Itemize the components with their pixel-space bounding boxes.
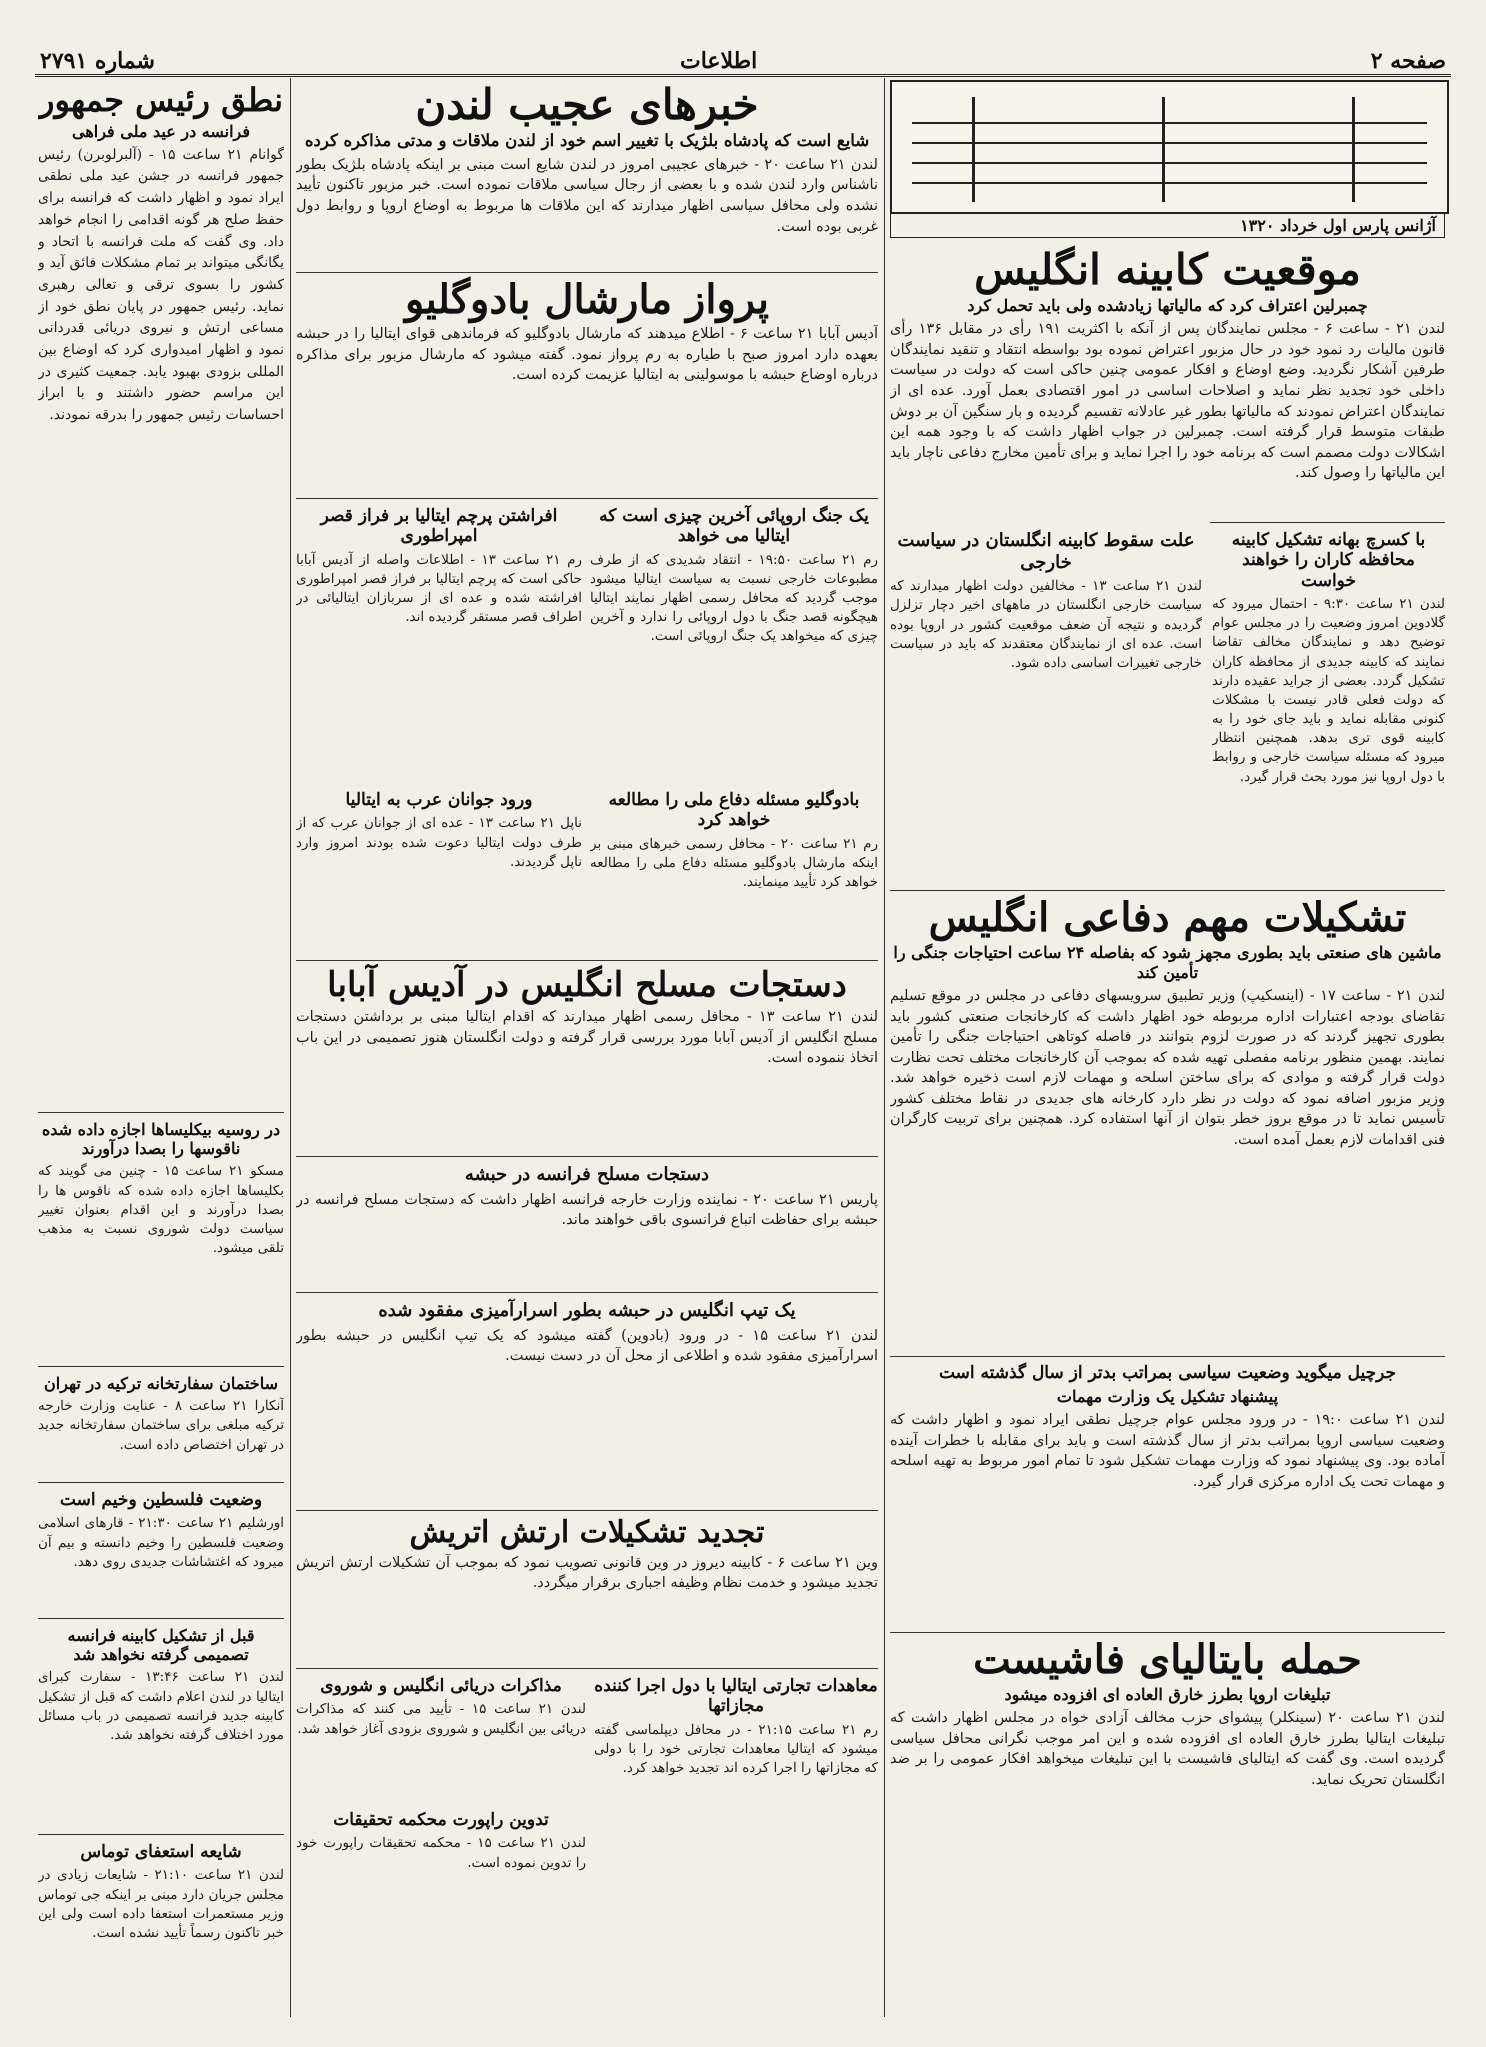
headline: معاهدات تجارتی ایتالیا با دول اجرا کننده مجازاتها [594,1676,878,1717]
issue-number: شماره ۲۷۹۱ [40,48,155,74]
article-body: آدیس آبابا ۲۱ ساعت ۶ - اطلاع میدهند که مارشال بادوگلیو که فرماندهی قوای ایتالیا را در حبشه بعهده دارد امروز صبح با طیاره به رم پرواز نمود. گفته میشود که مارشال مزبور برای مذاکره درباره اوضاع حبشه با موسولینی به ایتالیا عزیمت کرده است. [296,326,878,384]
headline: تجدید تشکیلات ارتش اتریش [409,1515,765,1550]
page-label: صفحه ۲ [1370,48,1446,74]
article-body: لندن ۲۱ ساعت ۱۹:۰ - در ورود مجلس عوام جرچیل نطقی ایراد نمود و اظهار داشت که وضعیت سیاسی اروپا بمراتب بدتر از سال گذشته است و باید برای مقابله با خطرات آینده آماده بود. وی پیشنهاد نمود که وزارت مهمات تشکیل شود تا تمام امور مربوط به تهیه اسلحه و مهمات تحت یک اداره مرکزی قرار گیرد. [890,1412,1445,1490]
column-divider-right [884,78,885,2017]
subheadline: پیشنهاد تشکیل یک وزارت مهمات [1056,1387,1279,1407]
article-russian-churches [38,1116,284,1364]
headline: نطق رئیس جمهور [39,81,283,119]
article-president-speech [38,80,284,1110]
article-body: رم ۲۱ ساعت ۲۱:۱۵ - در محافل دیپلماسی گفته میشود که ایتالیا معاهدات تجارتی خود را با دولی که مجازاتها را اجرا کرده اند تجدید خواهد کرد. [594,1721,878,1777]
article-thomas-resignation [38,1838,284,2008]
article-body: گوانام ۲۱ ساعت ۱۵ - (آلبرلوبرن) رئیس جمهور فرانسه در جشن عید ملی نطقی ایراد نمود و اظهار داشت که فرانسه برای حفظ صلح هر گونه اقدامی را انجام خواهد داد. وی گفت که ملت فرانسه با اتحاد و یگانگی میتواند بر تمام مشکلات فائق آید و کشور را بسوی ترقی و تعالی رهبری نماید. رئیس جمهور در پایان نطق خود از مساعی ارتش و نیروی دریائی قدردانی نمود و اظهار امیدواری کرد که اوضاع بین المللی بزودی بهبود یابد. جمعیت کثیری در این مراسم حضور داشتند و با ابراز احساسات رئیس جمهور را بدرقه نمودند. [38,146,284,424]
agency-bar: آژانس پارس اول خرداد ۱۳۲۰ [890,212,1445,238]
article-churchill [890,1360,1445,1630]
article-imperial-flag [296,502,582,782]
article-body: اورشلیم ۲۱ ساعت ۲۱:۳۰ - قارهای اسلامی وضعیت فلسطین را وخیم دانسته و بیم آن میرود که اغتشاشات جدیدی روی دهد. [38,1515,284,1570]
headline: وضعیت فلسطین وخیم است [59,1490,263,1510]
headline: دستجات مسلح انگلیس در آدیس آبابا [327,965,847,1005]
article-body: ناپل ۲۱ ساعت ۱۳ - عده ای از جوانان عرب که از طرف دولت ایتالیا دعوت شده بودند امروز وارد ناپل گردیدند. [296,815,582,870]
paper-name: اطلاعات [680,48,758,74]
column-divider-left [290,78,291,2017]
headline: یک تیپ انگلیس در حبشه بطور اسرارآمیزی مفقود شده [378,1300,796,1321]
subheadline: فرانسه در عید ملی فراهی [71,121,251,141]
article-inquiry-report [296,1806,586,2006]
article-conservative-cabinet [1212,526,1445,886]
headline: پرواز مارشال بادوگلیو [405,276,769,323]
article-trade-treaties [594,1672,878,2002]
article-body: وین ۲۱ ساعت ۶ - کابینه دیروز در وین قانونی تصویب نمود که بموجب آن تشکیلات ارتش اتریش تجدید میشود و خدمت نظام وظیفه اجباری برقرار میگردد. [296,1554,878,1592]
article-fascist-italy [890,1636,1445,2016]
headline: خبرهای عجیب لندن [415,80,759,129]
article-body: لندن ۲۱ ساعت ۱۵ - در ورود (بادوین) گفته میشود که یک تیپ انگلیس در حبشه بطور اسرارآمیزی مفقود شده و اطلاعی از محل آن در دست نیست. [296,1327,878,1365]
masthead-rule [35,74,1451,77]
headline: در روسیه بیکلیساها اجازه داده شده ناقوسها را بصدا درآورند [41,1120,281,1159]
article-cabinet-position [890,245,1445,520]
article-body: مسکو ۲۱ ساعت ۱۵ - چنین می گویند که بکلیساها اجازه داده شده که ناقوس ها را بصدا درآورند و این اقدام بعنوان تغییر سیاست دولت شوروی نسبت به مذهب تلقی میشود. [38,1163,284,1256]
headline: با کسرچ بهانه تشکیل کابینه محافظه کاران را خواهند خواست [1231,530,1426,591]
article-body: لندن ۲۱ - ساعت ۶ - مجلس نمایندگان پس از آنکه با اکثریت ۱۹۱ رأی در مقابل ۱۳۶ رأی قانون مالیات رد نمود خود در حال مزبور اعتراض نموده بود بواسطه انتقاد و تنقید نمایندگان طرفین آشکار نگردید. وضع اوضاع و افکار عمومی چنین حاکی است که دولت در سیاست داخلی خود تجدید نظر نماید و اصلاحات اساسی در امور اقتصادی بعمل آورد. عده ای از نمایندگان اعتراض نمودند که مالیاتها بطور غیر عادلانه تقسیم گردیده و بار سنگین آن بر دوش طبقات متوسط قرار گرفته است. چمبرلین در جواب اظهار داشت که با وجود همه این اشکالات دولت مصمم است که برنامه خود را اجرا نماید و برای تأمین مخارج دفاعی ناچار باید این مالیاتها را وصول کند. [890,321,1445,482]
headline: تشکیلات مهم دفاعی انگلیس [928,894,1407,941]
article-body: رم ۲۱ ساعت ۲۰ - محافل رسمی خبرهای مبنی بر اینکه مارشال بادوگلیو مسئله دفاع ملی را مطالعه خواهد کرد تأیید مینمایند. [590,835,878,891]
headline: یک جنگ اروپائی آخرین چیزی است که ایتالیا می خواهد [599,506,869,547]
headline: حمله بایتالیای فاشیست [973,1636,1362,1683]
article-body: لندن ۲۱ ساعت ۱۵ - محکمه تحقیقات راپورت خود را تدوین نموده است. [296,1835,586,1871]
article-arab-youth [296,786,582,956]
article-body: لندن ۲۱ - ساعت ۱۷ - (اینسکیپ) وزیر تطبیق سرویسهای دفاعی در مجلس در موقع تسلیم تقاضای بودجه اعتبارات اداره مربوطه خود اظهار داشت که کارخانجات صنعتی کشور باید بطوری تجهیز گردند که در صورت لزوم بتوانند در فاصله کوتاهی احتیاجات جنگی را تأمین نمایند. بهمین منظور برنامه مفصلی تهیه شده که بموجب آن کارخانجات مختلف تحت نظارت دولت قرار گرفته و موادی که برای ساختن اسلحه و مهمات لازم است ذخیره خواهد شد. وزیر مزبور اضافه نمود که دولت در نظر دارد کارخانه های جدیدی در نقاط مختلف کشور تأسیس نماید تا در موقع بروز خطر بتوان از آنها استفاده کرد. همچنین برای تربیت کارگران فنی اقدامات لازم بعمل آمده است. [890,988,1445,1149]
article-body: رم ۲۱ ساعت ۱۳ - اطلاعات واصله از آدیس آبابا حاکی است که پرچم ایتالیا بر فراز قصر امپراطوری افراشته شده و عده ای از سربازان ایتالیائی در اطراف قصر مستقر گردیده اند. [296,551,582,626]
article-british-troops [296,964,878,1154]
article-body: پاریس ۲۱ ساعت ۲۰ - نماینده وزارت خارجه فرانسه اظهار داشت که دستجات مسلح فرانسه در حبشه برای حفاظت اتباع فرانسوی باقی خواهند ماند. [296,1191,878,1229]
article-body: لندن ۲۱ ساعت ۱۳ - مخالفین دولت اظهار میدارند که سیاست خارجی انگلستان در ماههای اخیر دچار تزلزل گردیده و نتیجه آن ضعف موقعیت کشور در اروپا بوده است. عده ای از نمایندگان معتقدند که باید در سیاست خارجی تغییرات اساسی داده شود. [890,578,1202,671]
article-french-cabinet [38,1622,284,1832]
article-defense-organizations [890,894,1445,1354]
article-palestine [38,1486,284,1616]
headline: قبل از تشکیل کابینه فرانسه تصمیمی گرفته نخواهد شد [67,1626,255,1665]
headline: افراشتن پرچم ایتالیا بر فراز قصر امپراطوری [320,506,558,547]
article-naval-talks [296,1672,586,1802]
article-national-defense [590,786,878,956]
article-body: لندن ۲۱ ساعت ۲۰ - خبرهای عجیبی امروز در لندن شایع است مبنی بر اینکه پادشاه بلژیک بطور ناشناس وارد لندن شده و با بعضی از رجال سیاسی ملاقات نموده است. خبر مزبور تاکنون تأیید نشده ولی محافل سیاسی اظهار میدارند که این ملاقات ها مربوط به اوضاع اروپا و روابط دول غربی بوده است. [296,156,878,235]
headline: جرچیل میگوید وضعیت سیاسی بمراتب بدتر از سال گذشته است [938,1363,1397,1383]
headline: علت سقوط کابینه انگلستان در سیاست خارجی [897,530,1195,573]
headline: موقعیت کابینه انگلیس [974,245,1361,294]
subheadline: تبلیغات اروپا بطرز خارق العاده ای افزوده میشود [1004,1685,1331,1704]
article-missing-brigade [296,1296,878,1506]
article-turkish-embassy [38,1370,284,1480]
article-body: لندن ۲۱ ساعت ۱۳:۴۶ - سفارت کبرای ایتالیا در لندن اعلام داشت که قبل از تشکیل کابینه جدید فرانسه تصمیمی در باب مسائل مورد اختلاف گرفته نخواهد شد. [38,1669,284,1743]
headline: بادوگلیو مسئله دفاع ملی را مطالعه خواهد کرد [608,790,860,831]
telegraph-logo [890,80,1449,214]
headline: ساختمان سفارتخانه ترکیه در تهران [44,1374,278,1393]
article-body: رم ۲۱ ساعت ۱۹:۵۰ - انتقاد شدیدی که از طرف مطبوعات خارجی نسبت به سیاست ایتالیا میشود موجب گردید که محافل رسمی اظهار نمایند ایتالیا هیچگونه قصد جنگ با دول اروپائی را ندارد و آخرین چیزی که میخواهد یک جنگ اروپائی است. [590,551,878,645]
article-body: آنکارا ۲۱ ساعت ۸ - عنایت وزارت خارجه ترکیه مبلغی برای ساختمان سفارتخانه جدید در تهران اختصاص داده است. [38,1398,284,1453]
subheadline: ماشین های صنعتی باید بطوری مجهز شود که بفاصله ۲۴ ساعت احتیاجات جنگی را تأمین کند [893,943,1442,982]
article-body: لندن ۲۱ ساعت ۹:۳۰ - احتمال میرود که گلادوین امروز وضعیت را در مجلس عوام توضیح دهد و نمایندگان مخالف تقاضا نمایند که کابینه جدیدی از محافظه کاران تشکیل گردد. بعضی از جراید عقیده دارند که دولت فعلی قادر نیست با مشکلات کنونی مقابله نماید و باید جای خود را به کابینه قوی تری بدهد. همچنین انتظار میرود که مسئله سیاست خارجی و روابط با دول اروپا نیز مورد بحث قرار گیرد. [1212,596,1445,785]
article-body: لندن ۲۱ ساعت ۱۵ - تأیید می کنند که مذاکرات دریائی بین انگلیس و شوروی بزودی آغاز خواهد شد. [296,1701,586,1737]
subheadline: شایع است که پادشاه بلژیک با تغییر اسم خود از لندن ملاقات و مدتی مذاکره کرده [304,131,870,151]
subheadline: چمبرلین اعتراف کرد که مالیاتها زیادشده ولی باید تحمل کرد [967,296,1368,316]
article-body: لندن ۲۱ ساعت ۱۳ - محافل رسمی اظهار میدارند که اقدام ایتالیا مبنی بر برداشتن دستجات مسلح انگلیس از آدیس آبابا مورد بررسی قرار گرفته و دولت انگلستان هنوز تصمیمی در این باب اتخاذ ننموده است. [296,1009,878,1067]
headline: ورود جوانان عرب به ایتالیا [345,790,533,810]
article-badoglio-flight [296,276,878,496]
article-european-war [590,502,878,782]
headline: دستجات مسلح فرانسه در حبشه [464,1164,710,1185]
article-austria-army [296,1514,878,1664]
article-london-news [296,80,878,270]
headline: مذاکرات دریائی انگلیس و شوروی [320,1676,562,1696]
article-foreign-policy [890,526,1202,886]
article-body: لندن ۲۱ ساعت ۲۱:۱۰ - شایعات زیادی در مجلس جریان دارد مبنی بر اینکه جی توماس وزیر مستعمرات استعفا داده است ولی این خبر تاکنون رسماً تأیید نشده است. [38,1867,284,1941]
article-body: لندن ۲۱ ساعت ۲۰ (سینکلر) پیشوای حزب مخالف آزادی خواه در مجلس اظهار داشت که تبلیغات ایتالیا بطرز خارق العاده ای افزوده شده و این امر موجب نگرانی محافل سیاسی گردیده است. وی گفت که ایتالیای فاشیست با این تبلیغات میخواهد افکار عمومی را بر ضد انگلستان تحریک نماید. [890,1710,1445,1788]
article-french-troops [296,1160,878,1290]
headline: شایعه استعفای توماس [80,1842,242,1862]
headline: تدوین راپورت محکمه تحقیقات [333,1810,549,1830]
